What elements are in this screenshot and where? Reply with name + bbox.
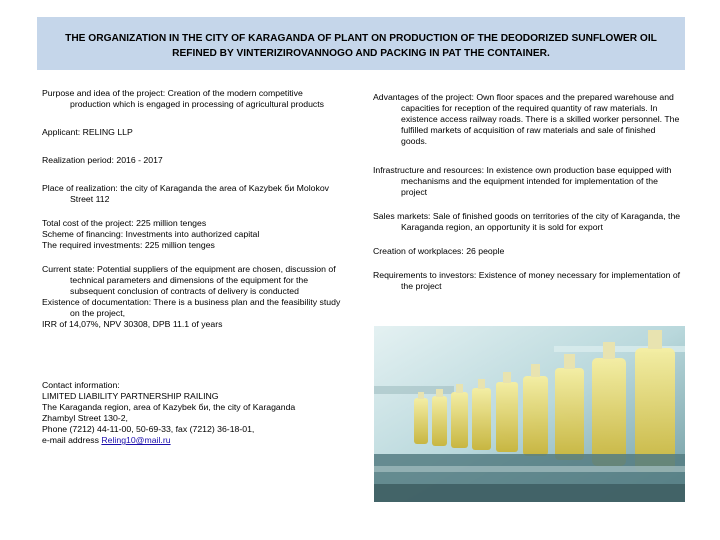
total-cost-text: Total cost of the project: 225 million tenges — [42, 218, 207, 228]
purpose-text: Purpose and idea of the project: Creation of the modern competitive production which is engaged in processing of agricultural products — [42, 88, 325, 109]
required-investments-text: The required investments: 225 million tenges — [42, 240, 215, 250]
workplaces-text: Creation of workplaces: 26 people — [373, 246, 505, 256]
financing-text: Scheme of financing: Investments into authorized capital — [42, 229, 260, 239]
contact-company: LIMITED LIABILITY PARTNERSHIP RAILING — [42, 391, 219, 401]
applicant-text: Applicant: RELING LLP — [42, 127, 133, 137]
contact-heading: Contact information: — [42, 380, 120, 390]
email-label: e-mail address — [42, 435, 102, 445]
page-title: THE ORGANIZATION IN THE CITY OF KARAGANDA OF PLANT ON PRODUCTION OF THE DEODORIZED SUNFLOWER OIL REFINED BY VINTERIZIROVANNOGO AND PACKING IN PAT THE CONTAINER. — [65, 33, 657, 59]
contact-email-line — [42, 435, 342, 446]
period-text: Realization period: 2016 - 2017 — [42, 155, 163, 165]
sales-text: Sales markets: Sale of finished goods on territories of the city of Karaganda, the Karaganda region, an opportunity it is sold for export — [373, 211, 681, 232]
email-link[interactable]: Reling10@mail.ru — [101, 435, 171, 445]
place-text: Place of realization: the city of Karaganda the area of Kazybek би Molokov Street 112 — [42, 183, 330, 204]
current-state-text: Current state: Potential suppliers of the equipment are chosen, discussion of technical parameters and dimensions of the equipment for the subsequent conclusion of contracts of delivery is conducted — [42, 264, 336, 296]
left-column — [42, 88, 342, 446]
infrastructure-text: Infrastructure and resources: In existence own production base equipped with mechanisms and the equipment intended for implementation of the project — [373, 165, 672, 197]
contact-address-1: The Karaganda region, area of Kazybek би, the city of Karaganda — [42, 402, 296, 412]
bottling-line-photo — [374, 326, 685, 502]
title-banner — [37, 17, 685, 70]
contact-address-2: Zhambyl Street 130-2, — [42, 413, 128, 423]
contact-block — [42, 380, 342, 446]
requirements-text: Requirements to investors: Existence of money necessary for implementation of the project — [373, 270, 681, 291]
irr-text: IRR of 14,07%, NPV 30308, DPB 11.1 of years — [42, 319, 223, 329]
contact-phone: Phone (7212) 44-11-00, 50-69-33, fax (7212) 36-18-01, — [42, 424, 255, 434]
right-column — [373, 92, 683, 292]
advantages-text: Advantages of the project: Own floor spaces and the prepared warehouse and capacities for reception of the required quantity of raw materials. In existence access railway roads. There is a skilled worker personnel. The fulfilled markets of acquisition of raw materials and sale of finished goods. — [373, 92, 680, 146]
documentation-text: Existence of documentation: There is a business plan and the feasibility study on the project, — [42, 297, 341, 318]
